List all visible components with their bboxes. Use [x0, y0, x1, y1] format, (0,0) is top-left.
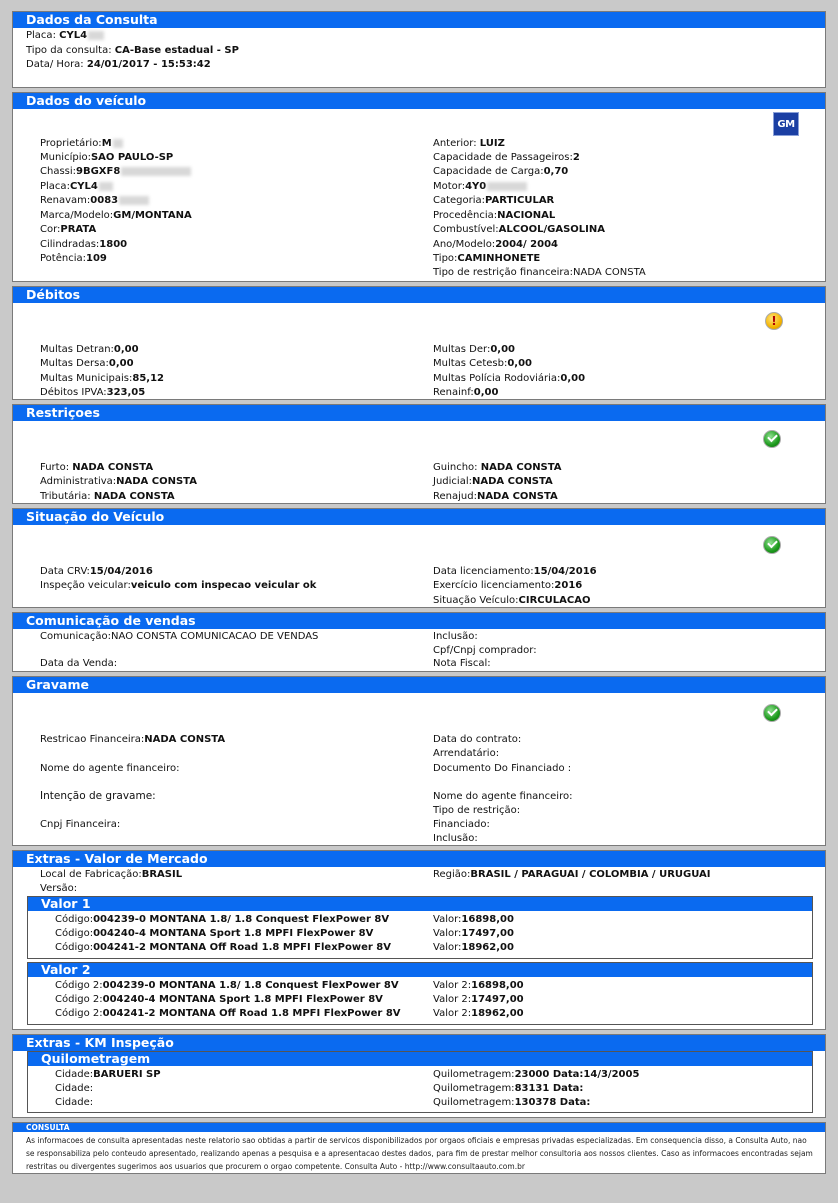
valor1-panel	[27, 896, 813, 959]
field-local-fabricacao: Local de Fabricação:BRASIL	[40, 869, 183, 880]
valor2-valor-2: Valor 2:17497,00	[433, 994, 524, 1005]
section-title: Restriçoes	[13, 405, 825, 421]
placa-row: Placa: CYL4	[26, 29, 104, 42]
km-valor-1: Quilometragem:23000 Data:14/3/2005	[433, 1069, 640, 1080]
field-data-contrato: Data do contrato:	[433, 734, 522, 745]
field-potencia: Potência:109	[40, 253, 107, 264]
footer-text: As informacoes de consulta apresentadas neste relatorio sao obtidas a partir de servicos disponibilizados por orgaos oficiais e empresas privadas especializadas. Em consequencia disso, a Consulta Auto, nao se responsabiliza pelo conteudo apresentado, realizando apenas a pesquisa e a apresentacao destes dados, para fim de prestar melhor consultoria aos nossos clientes. Caso as informacoes encontradas sejam restritas ou divergentes sugerimos aos usuarios que procurem o orgao competente. Consulta Auto - http://www.consultaauto.com.br	[26, 1136, 813, 1171]
section-title: Extras - Valor de Mercado	[13, 851, 825, 867]
field-inclusao: Inclusão:	[433, 833, 478, 844]
field-debitos-ipva: Débitos IPVA:323,05	[40, 387, 146, 398]
field-multas-dersa: Multas Dersa:0,00	[40, 358, 134, 369]
section-dados-consulta	[12, 11, 826, 88]
field-regiao: Região:BRASIL / PARAGUAI / COLOMBIA / URUGUAI	[433, 869, 711, 880]
field-renainf: Renainf:0,00	[433, 387, 499, 398]
section-title: Situação do Veículo	[13, 509, 825, 525]
redacted-blur	[487, 182, 527, 191]
field-capacidade-passageiros: Capacidade de Passageiros:2	[433, 152, 580, 163]
check-icon	[763, 704, 781, 722]
field-motor: Motor:4Y0	[433, 180, 527, 193]
field-arrendatario: Arrendatário:	[433, 748, 500, 759]
redacted-blur	[119, 196, 149, 205]
panel-title: Quilometragem	[28, 1052, 812, 1066]
km-cidade-3: Cidade:	[55, 1097, 94, 1108]
field-cnpj-financeira: Cnpj Financeira:	[40, 819, 121, 830]
field-data-crv: Data CRV:15/04/2016	[40, 566, 153, 577]
valor1-codigo-2: Código:004240-4 MONTANA Sport 1.8 MPFI FlexPower 8V	[55, 928, 374, 939]
panel-title: Valor 1	[28, 897, 812, 911]
valor1-valor-1: Valor:16898,00	[433, 914, 514, 925]
field-nome-agente-2: Nome do agente financeiro:	[433, 791, 573, 802]
field-tipo: Tipo:CAMINHONETE	[433, 253, 541, 264]
field-renavam: Renavam:0083	[40, 194, 149, 207]
section-title: Extras - KM Inspeção	[13, 1035, 825, 1051]
redacted-blur	[113, 139, 123, 148]
field-tipo-restricao: Tipo de restrição financeira:NADA CONSTA	[433, 267, 646, 278]
redacted-blur	[88, 31, 104, 40]
field-procedencia: Procedência:NACIONAL	[433, 210, 556, 221]
field-multas-cetesb: Multas Cetesb:0,00	[433, 358, 533, 369]
section-title: Dados da Consulta	[13, 12, 825, 28]
section-gravame	[12, 676, 826, 846]
field-financiado: Financiado:	[433, 819, 490, 830]
valor2-valor-3: Valor 2:18962,00	[433, 1008, 524, 1019]
section-title: Comunicação de vendas	[13, 613, 825, 629]
field-nome-agente: Nome do agente financeiro:	[40, 763, 180, 774]
valor1-codigo-1: Código:004239-0 MONTANA 1.8/ 1.8 Conquest FlexPower 8V	[55, 914, 390, 925]
field-data-licenciamento: Data licenciamento:15/04/2016	[433, 566, 597, 577]
field-guincho: Guincho: NADA CONSTA	[433, 462, 562, 473]
check-icon	[763, 430, 781, 448]
field-comunicacao: Comunicação:NAO CONSTA COMUNICACAO DE VENDAS	[40, 631, 319, 642]
field-inclusao: Inclusão:	[433, 631, 478, 642]
redacted-blur	[121, 167, 191, 176]
valor2-panel	[27, 962, 813, 1025]
footer-title: CONSULTA	[13, 1123, 825, 1132]
field-combustivel: Combustível:ALCOOL/GASOLINA	[433, 224, 605, 235]
field-restricao-financeira: Restricao Financeira:NADA CONSTA	[40, 734, 226, 745]
field-furto: Furto: NADA CONSTA	[40, 462, 154, 473]
field-cpf-comprador: Cpf/Cnpj comprador:	[433, 645, 537, 656]
km-cidade-1: Cidade:BARUERI SP	[55, 1069, 161, 1080]
valor2-codigo-1: Código 2:004239-0 MONTANA 1.8/ 1.8 Conquest FlexPower 8V	[55, 980, 399, 991]
field-anterior: Anterior: LUIZ	[433, 138, 505, 149]
valor2-valor-1: Valor 2:16898,00	[433, 980, 524, 991]
field-multas-der: Multas Der:0,00	[433, 344, 516, 355]
quilometragem-panel	[27, 1051, 813, 1113]
field-tipo-restricao: Tipo de restrição:	[433, 805, 521, 816]
field-exercicio: Exercício licenciamento:2016	[433, 580, 583, 591]
field-renajud: Renajud:NADA CONSTA	[433, 491, 558, 502]
redacted-blur	[99, 182, 113, 191]
field-nota-fiscal: Nota Fiscal:	[433, 658, 491, 669]
field-judicial: Judicial:NADA CONSTA	[433, 476, 553, 487]
section-comunicacao	[12, 612, 826, 672]
section-valor-mercado	[12, 850, 826, 1030]
field-municipio: Município:SAO PAULO-SP	[40, 152, 174, 163]
field-capacidade-carga: Capacidade de Carga:0,70	[433, 166, 569, 177]
warning-icon	[765, 312, 783, 330]
valor2-codigo-2: Código 2:004240-4 MONTANA Sport 1.8 MPFI FlexPower 8V	[55, 994, 383, 1005]
field-tributaria: Tributária: NADA CONSTA	[40, 491, 175, 502]
field-chassi: Chassi:9BGXF8	[40, 165, 191, 178]
field-cor: Cor:PRATA	[40, 224, 97, 235]
km-valor-2: Quilometragem:83131 Data:	[433, 1083, 584, 1094]
section-title: Gravame	[13, 677, 825, 693]
field-marca-modelo: Marca/Modelo:GM/MONTANA	[40, 210, 192, 221]
field-administrativa: Administrativa:NADA CONSTA	[40, 476, 197, 487]
section-title: Débitos	[13, 287, 825, 303]
section-km-inspecao	[12, 1034, 826, 1118]
field-multas-detran: Multas Detran:0,00	[40, 344, 139, 355]
field-multas-municipais: Multas Municipais:85,12	[40, 373, 165, 384]
gm-logo-icon: GM	[773, 112, 799, 136]
valor1-valor-2: Valor:17497,00	[433, 928, 514, 939]
section-dados-veiculo	[12, 92, 826, 282]
field-intencao-gravame: Intenção de gravame:	[40, 790, 156, 802]
field-inspecao: Inspeção veicular:veiculo com inspecao veicular ok	[40, 580, 317, 591]
field-ano-modelo: Ano/Modelo:2004/ 2004	[433, 239, 558, 250]
field-data-venda: Data da Venda:	[40, 658, 118, 669]
field-multas-policia: Multas Polícia Rodoviária:0,00	[433, 373, 586, 384]
section-restricoes	[12, 404, 826, 504]
data-row: Data/ Hora: 24/01/2017 - 15:53:42	[26, 59, 211, 70]
section-title: Dados do veículo	[13, 93, 825, 109]
field-versao: Versão:	[40, 883, 78, 894]
km-valor-3: Quilometragem:130378 Data:	[433, 1097, 591, 1108]
valor2-codigo-3: Código 2:004241-2 MONTANA Off Road 1.8 MPFI FlexPower 8V	[55, 1008, 401, 1019]
panel-title: Valor 2	[28, 963, 812, 977]
km-cidade-2: Cidade:	[55, 1083, 94, 1094]
field-cilindradas: Cilindradas:1800	[40, 239, 128, 250]
field-documento-financiado: Documento Do Financiado :	[433, 763, 572, 774]
field-categoria: Categoria:PARTICULAR	[433, 195, 555, 206]
valor1-valor-3: Valor:18962,00	[433, 942, 514, 953]
field-placa: Placa:CYL4	[40, 180, 113, 193]
field-proprietario: Proprietário:M	[40, 137, 123, 150]
field-situacao-veiculo: Situação Veículo:CIRCULACAO	[433, 595, 591, 606]
tipo-row: Tipo da consulta: CA-Base estadual - SP	[26, 45, 239, 56]
section-debitos	[12, 286, 826, 400]
check-icon	[763, 536, 781, 554]
footer-disclaimer	[12, 1122, 826, 1174]
section-situacao	[12, 508, 826, 608]
valor1-codigo-3: Código:004241-2 MONTANA Off Road 1.8 MPFI FlexPower 8V	[55, 942, 391, 953]
